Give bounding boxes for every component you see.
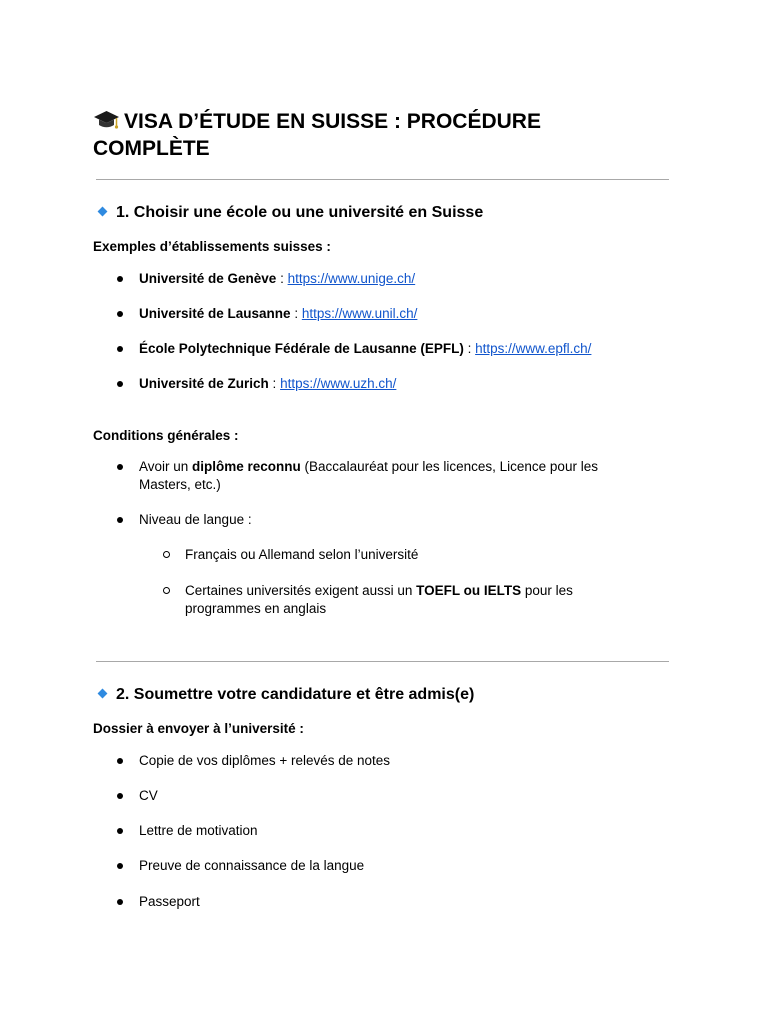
hollow-bullet	[163, 587, 170, 594]
condition-text: Avoir un	[139, 459, 193, 474]
bullet	[117, 863, 123, 869]
graduation-cap-icon	[93, 109, 120, 131]
section-1-heading-text: 1. Choisir une école ou une université en Suisse	[116, 204, 484, 221]
list-item-document	[139, 893, 639, 911]
bullet	[117, 517, 123, 523]
university-link[interactable]: https://www.unige.ch/	[287, 271, 416, 286]
sub-list-item	[185, 546, 625, 564]
condition-text: Niveau de langue :	[139, 512, 252, 527]
list-item-university	[139, 270, 639, 288]
sub-item-text: Certaines universités exigent aussi un	[185, 583, 417, 598]
hollow-bullet	[163, 551, 170, 558]
sub-list-item	[185, 582, 625, 618]
section-2-heading	[96, 685, 474, 705]
condition-emphasis: diplôme reconnu	[192, 459, 301, 474]
bullet	[117, 311, 123, 317]
bullet	[117, 276, 123, 282]
university-link[interactable]: https://www.epfl.ch/	[475, 341, 592, 356]
blue-diamond-icon	[98, 207, 108, 217]
condition-text: (Baccalauréat pour les licences, Licence pour les Masters, etc.)	[139, 459, 598, 492]
conditions-label: Conditions générales :	[93, 428, 239, 443]
list-item-condition	[139, 458, 639, 494]
section-2-heading-text: 2. Soumettre votre candidature et être admis(e)	[116, 686, 475, 703]
section-1-heading	[96, 203, 483, 223]
document-text: Copie de vos diplômes + relevés de notes	[139, 753, 391, 768]
document-text: Lettre de motivation	[139, 823, 258, 838]
list-item-university	[139, 340, 639, 358]
page-title	[93, 108, 653, 162]
sub-item-text: pour les programmes en anglais	[185, 583, 573, 616]
separator: :	[276, 271, 288, 286]
separator: :	[290, 306, 302, 321]
bullet	[117, 828, 123, 834]
list-item-condition	[139, 511, 639, 529]
list-item-document	[139, 787, 639, 805]
bullet	[117, 346, 123, 352]
separator: :	[463, 341, 476, 356]
university-name: Université de Genève	[139, 271, 277, 286]
list-item-document	[139, 752, 639, 770]
blue-diamond-icon	[98, 689, 108, 699]
bullet	[117, 758, 123, 764]
university-link[interactable]: https://www.unil.ch/	[301, 306, 418, 321]
university-name: Université de Lausanne	[139, 306, 291, 321]
bullet	[117, 464, 123, 470]
university-link[interactable]: https://www.uzh.ch/	[280, 376, 397, 391]
document-text: Passeport	[139, 894, 200, 909]
list-item-university	[139, 375, 639, 393]
list-item-document	[139, 857, 639, 875]
list-item-university	[139, 305, 639, 323]
dossier-label: Dossier à envoyer à l’université :	[93, 721, 304, 736]
document-text: CV	[139, 788, 158, 803]
separator: :	[268, 376, 281, 391]
sub-item-emphasis: TOEFL ou IELTS	[416, 583, 522, 598]
sub-item-text: Français ou Allemand selon l’université	[185, 547, 419, 562]
bullet	[117, 381, 123, 387]
divider	[96, 179, 669, 180]
examples-label: Exemples d’établissements suisses :	[93, 239, 331, 254]
title-text: VISA D’ÉTUDE EN SUISSE : PROCÉDURE COMPLÈTE	[93, 110, 541, 160]
divider	[96, 661, 669, 662]
bullet	[117, 899, 123, 905]
university-name: Université de Zurich	[139, 376, 269, 391]
document-text: Preuve de connaissance de la langue	[139, 858, 365, 873]
list-item-document	[139, 822, 639, 840]
university-name: École Polytechnique Fédérale de Lausanne (EPFL)	[139, 341, 464, 356]
bullet	[117, 793, 123, 799]
